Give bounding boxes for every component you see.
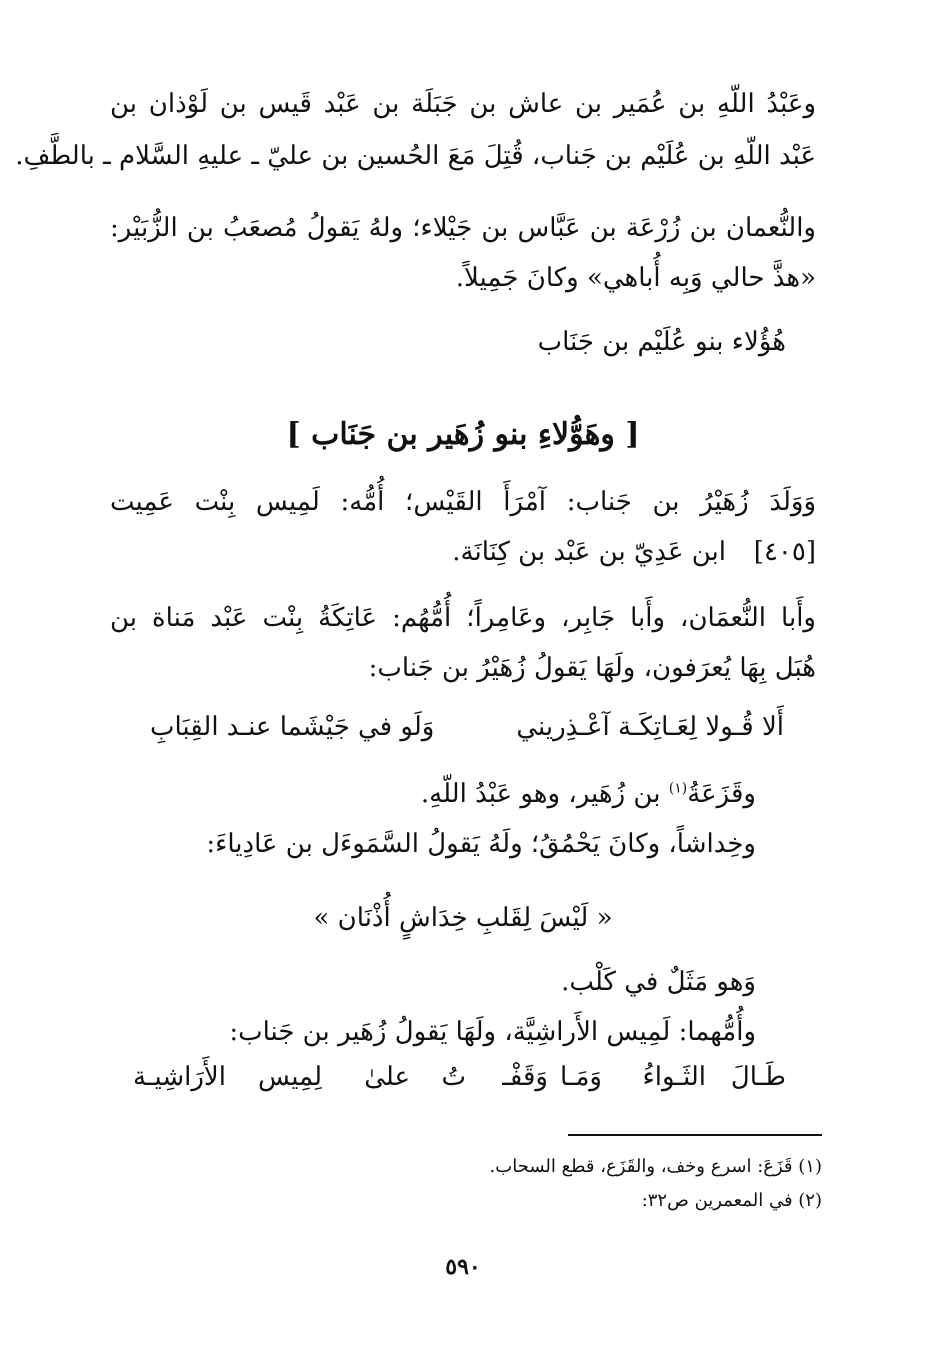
verse2-word-8: الأَرَاشِيـة <box>132 1062 226 1092</box>
paragraph3-line1: وَوَلَدَ زُهَيْرُ بن جَناب: آمْرَأَ القَيْس؛ أُمُّه: لَمِيس بِنْت عَمِيت <box>110 487 816 517</box>
verse2-word-2: الثَـواءُ <box>642 1062 706 1092</box>
verse1-second-hemistich: وَلَو في جَيْشَما عنـد القِبَابِ <box>150 712 435 742</box>
paragraph4-line2: هُبَل بِهَا يُعرَفون، ولَهَا يَقولُ زُهَيْرُ بن جَناب: <box>368 653 816 683</box>
umm-line: وأُمُّهما: لَمِيس الأَراشِيَّة، ولَهَا يَقولُ زُهَير بن جَناب: <box>229 1017 756 1047</box>
section-heading: [ وهَوُّلاءِ بنو زُهَير بن جَنَاب ] <box>286 417 640 452</box>
footnote-marker-1: (١) <box>668 780 688 797</box>
quote-line: « لَيْسَ لِقَلبِ خِدَاشٍ أُذْنَان » <box>313 903 613 933</box>
qaza-text-b: بن زُهَير، وهو عَبْدُ اللّهِ. <box>420 779 669 809</box>
paragraph3-line2: ابن عَدِيّ بن عَبْد بن كِنَانَة. <box>452 537 726 567</box>
footnote-2: (٢) في المعمرين ص٣٢: <box>641 1190 822 1211</box>
paragraph1-line1: وعَبْدُ اللّهِ بن عُمَير بن عاش بن جَبَلَة بن عَبْد قَيس بن لَوْذان بن <box>110 89 816 119</box>
verse2-word-5: تُ <box>441 1062 466 1092</box>
footnote-divider <box>568 1134 822 1136</box>
paragraph2-line2: «هذَّ حالي وَبِه أُباهي» وكانَ جَمِيلاً. <box>455 263 816 293</box>
verse2-word-1: طَـالَ <box>730 1062 786 1092</box>
verse1-first-hemistich: أَلا قُـولا لِعَـاتِكَـة آعْـذِريني <box>516 712 784 742</box>
page-reference: [٤٠٥] <box>753 537 816 567</box>
verse2-word-4: وَقَفْـ <box>502 1062 548 1092</box>
page-number: ٥٩٠ <box>445 1254 481 1280</box>
verse2-word-7: لِمِيس <box>258 1062 322 1092</box>
closing-line: هُؤُلاء بنو عُلَيْم بن جَنَاب <box>537 327 786 357</box>
footnote-1: (١) قَزَعَ: اسرع وخف، والقَزَع، قطع السحاب. <box>489 1156 822 1177</box>
verse2-word-6: علىٰ <box>364 1062 410 1092</box>
qaza-text-a: وقَزَعَةُ <box>687 779 756 809</box>
qaza-line <box>421 778 756 811</box>
khidash-line: وخِداشاً، وكانَ يَحْمُقُ؛ ولَهُ يَقولُ السَّمَوءَل بن عَادِياءَ: <box>206 829 756 859</box>
paragraph2-line1: والنُّعمان بن زُرْعَة بن عَبَّاس بن جَيْلاء؛ ولهُ يَقولُ مُصعَبُ بن الزُّبَيْر: <box>110 213 816 243</box>
kalb-line: وَهو مَثَلٌ في كَلْب. <box>561 967 756 997</box>
verse2-word-3: وَمَـا <box>559 1062 602 1092</box>
paragraph1-line2: عَبْد اللّهِ بن عُلَيْم بن جَناب، قُتِلَ مَعَ الحُسين بن عليّ ـ عليهِ السَّلام ـ بالطَّفِ. <box>15 141 816 171</box>
paragraph4-line1: وأَبا النُّعمَان، وأَبا جَابِر، وعَامِراً؛ أُمُّهُم: عَاتِكَةُ بِنْت عَبْد مَناة بن <box>110 603 816 633</box>
